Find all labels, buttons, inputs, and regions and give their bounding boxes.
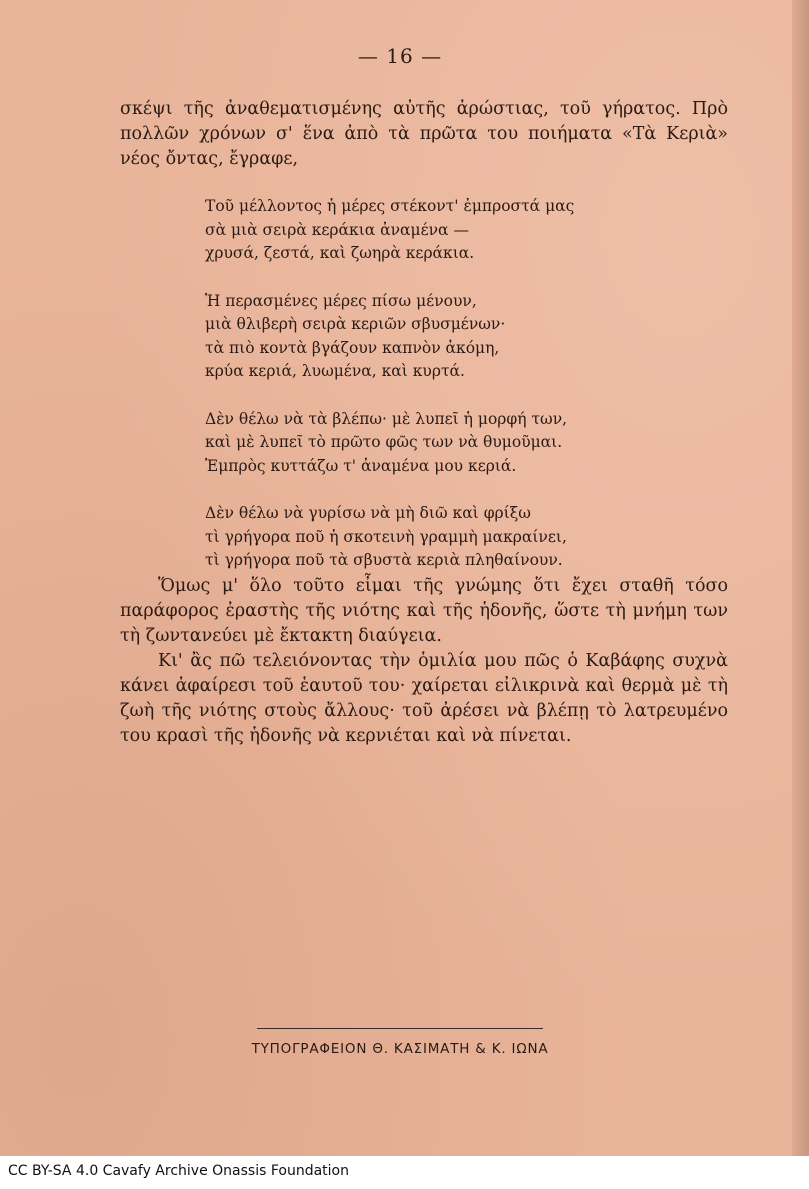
page-number: — 16 — [357,44,443,68]
license-credit: CC BY-SA 4.0 Cavafy Archive Onassis Foundation [8,1163,349,1179]
page-edge [792,0,809,1156]
poem-verse: Τοῦ μέλλοντος ἡ μέρες στέκοντ' ἐμπροστά μας [205,197,575,215]
printer-name: ΤΥΠΟΓΡΑΦΕΙΟΝ Θ. ΚΑΣΙΜΑΤΗ & Κ. ΙΩΝΑ [251,1041,549,1057]
poem-verse: Δὲν θέλω νὰ γυρίσω νὰ μὴ διῶ καὶ φρίξω [205,504,531,522]
poem-verse: καὶ μὲ λυπεῖ τὸ πρῶτο φῶς των νὰ θυμοῦμαι. [205,433,563,451]
intro-paragraph [120,97,728,172]
poem-stanza-3 [205,408,615,479]
poem-verse: Δὲν θέλω νὰ τὰ βλέπω· μὲ λυπεῖ ἡ μορφή των, [205,409,568,428]
poem-verse: χρυσά, ζεστά, καὶ ζωηρὰ κεράκια. [205,244,475,262]
closing-paragraph-1: Ὅμως μ' ὅλο τοῦτο εἶμαι τῆς γνώμης ὅτι ἔχει σταθῆ τόσο παράφορος ἐραστὴς τῆς νιότης καὶ τῆς ἡδονῆς, ὥστε τὴ μνήμη των τὴ ζωντανεύει μὲ ἔκτακτη διαύγεια. [120,576,728,646]
poem-verse: μιὰ θλιβερὴ σειρὰ κεριῶν σβυσμένων· [205,315,506,333]
poem-candles [205,195,615,597]
intro-line-3: νέος ὄντας, ἔγραφε, [120,149,299,169]
poem-verse: τὰ πιὸ κοντὰ βγάζουν καπνὸν ἀκόμη, [205,338,500,357]
poem-stanza-2 [205,290,615,384]
poem-verse: Ἡ περασμένες μέρες πίσω μένουν, [205,291,477,310]
colophon-rule [257,1028,543,1029]
intro-line-2: πολλῶν χρόνων σ' ἕνα ἀπὸ τὰ πρῶτα του ποιήματα «Τὰ Κεριὰ» [120,124,728,144]
poem-verse: σὰ μιὰ σειρὰ κεράκια ἀναμένα — [205,220,469,239]
poem-verse: Ἐμπρὸς κυττάζω τ' ἀναμένα μου κεριά. [205,456,517,475]
poem-verse: τὶ γρήγορα ποῦ τὰ σβυστὰ κεριὰ πληθαίνουν. [205,551,563,569]
poem-verse: κρύα κεριά, λυωμένα, καὶ κυρτά. [205,362,465,380]
closing-paragraphs [120,574,728,749]
poem-stanza-1 [205,195,615,266]
intro-line-1: σκέψι τῆς ἀναθεματισμένης αὐτῆς ἀρώστιας, τοῦ γήρατος. Πρὸ [120,99,728,119]
poem-stanza-4 [205,502,615,573]
closing-paragraph-2: Κι' ἂς πῶ τελειόνοντας τὴν ὁμιλία μου πῶς ὁ Καβάφης συχνὰ κάνει ἀφαίρεσι τοῦ ἑαυτοῦ του· χαίρεται εἰλικρινὰ καὶ θερμὰ μὲ τὴ ζωὴ τῆς νιότης στοὺς ἄλλους· τοῦ ἀρέσει νὰ βλέπῃ τὸ λατρευμένο του κρασὶ τῆς ἡδονῆς νὰ κερνιέται καὶ νὰ πίνεται. [120,651,728,746]
poem-verse: τὶ γρήγορα ποῦ ἡ σκοτεινὴ γραμμὴ μακραίνει, [205,527,567,546]
printer-colophon [0,1028,800,1057]
